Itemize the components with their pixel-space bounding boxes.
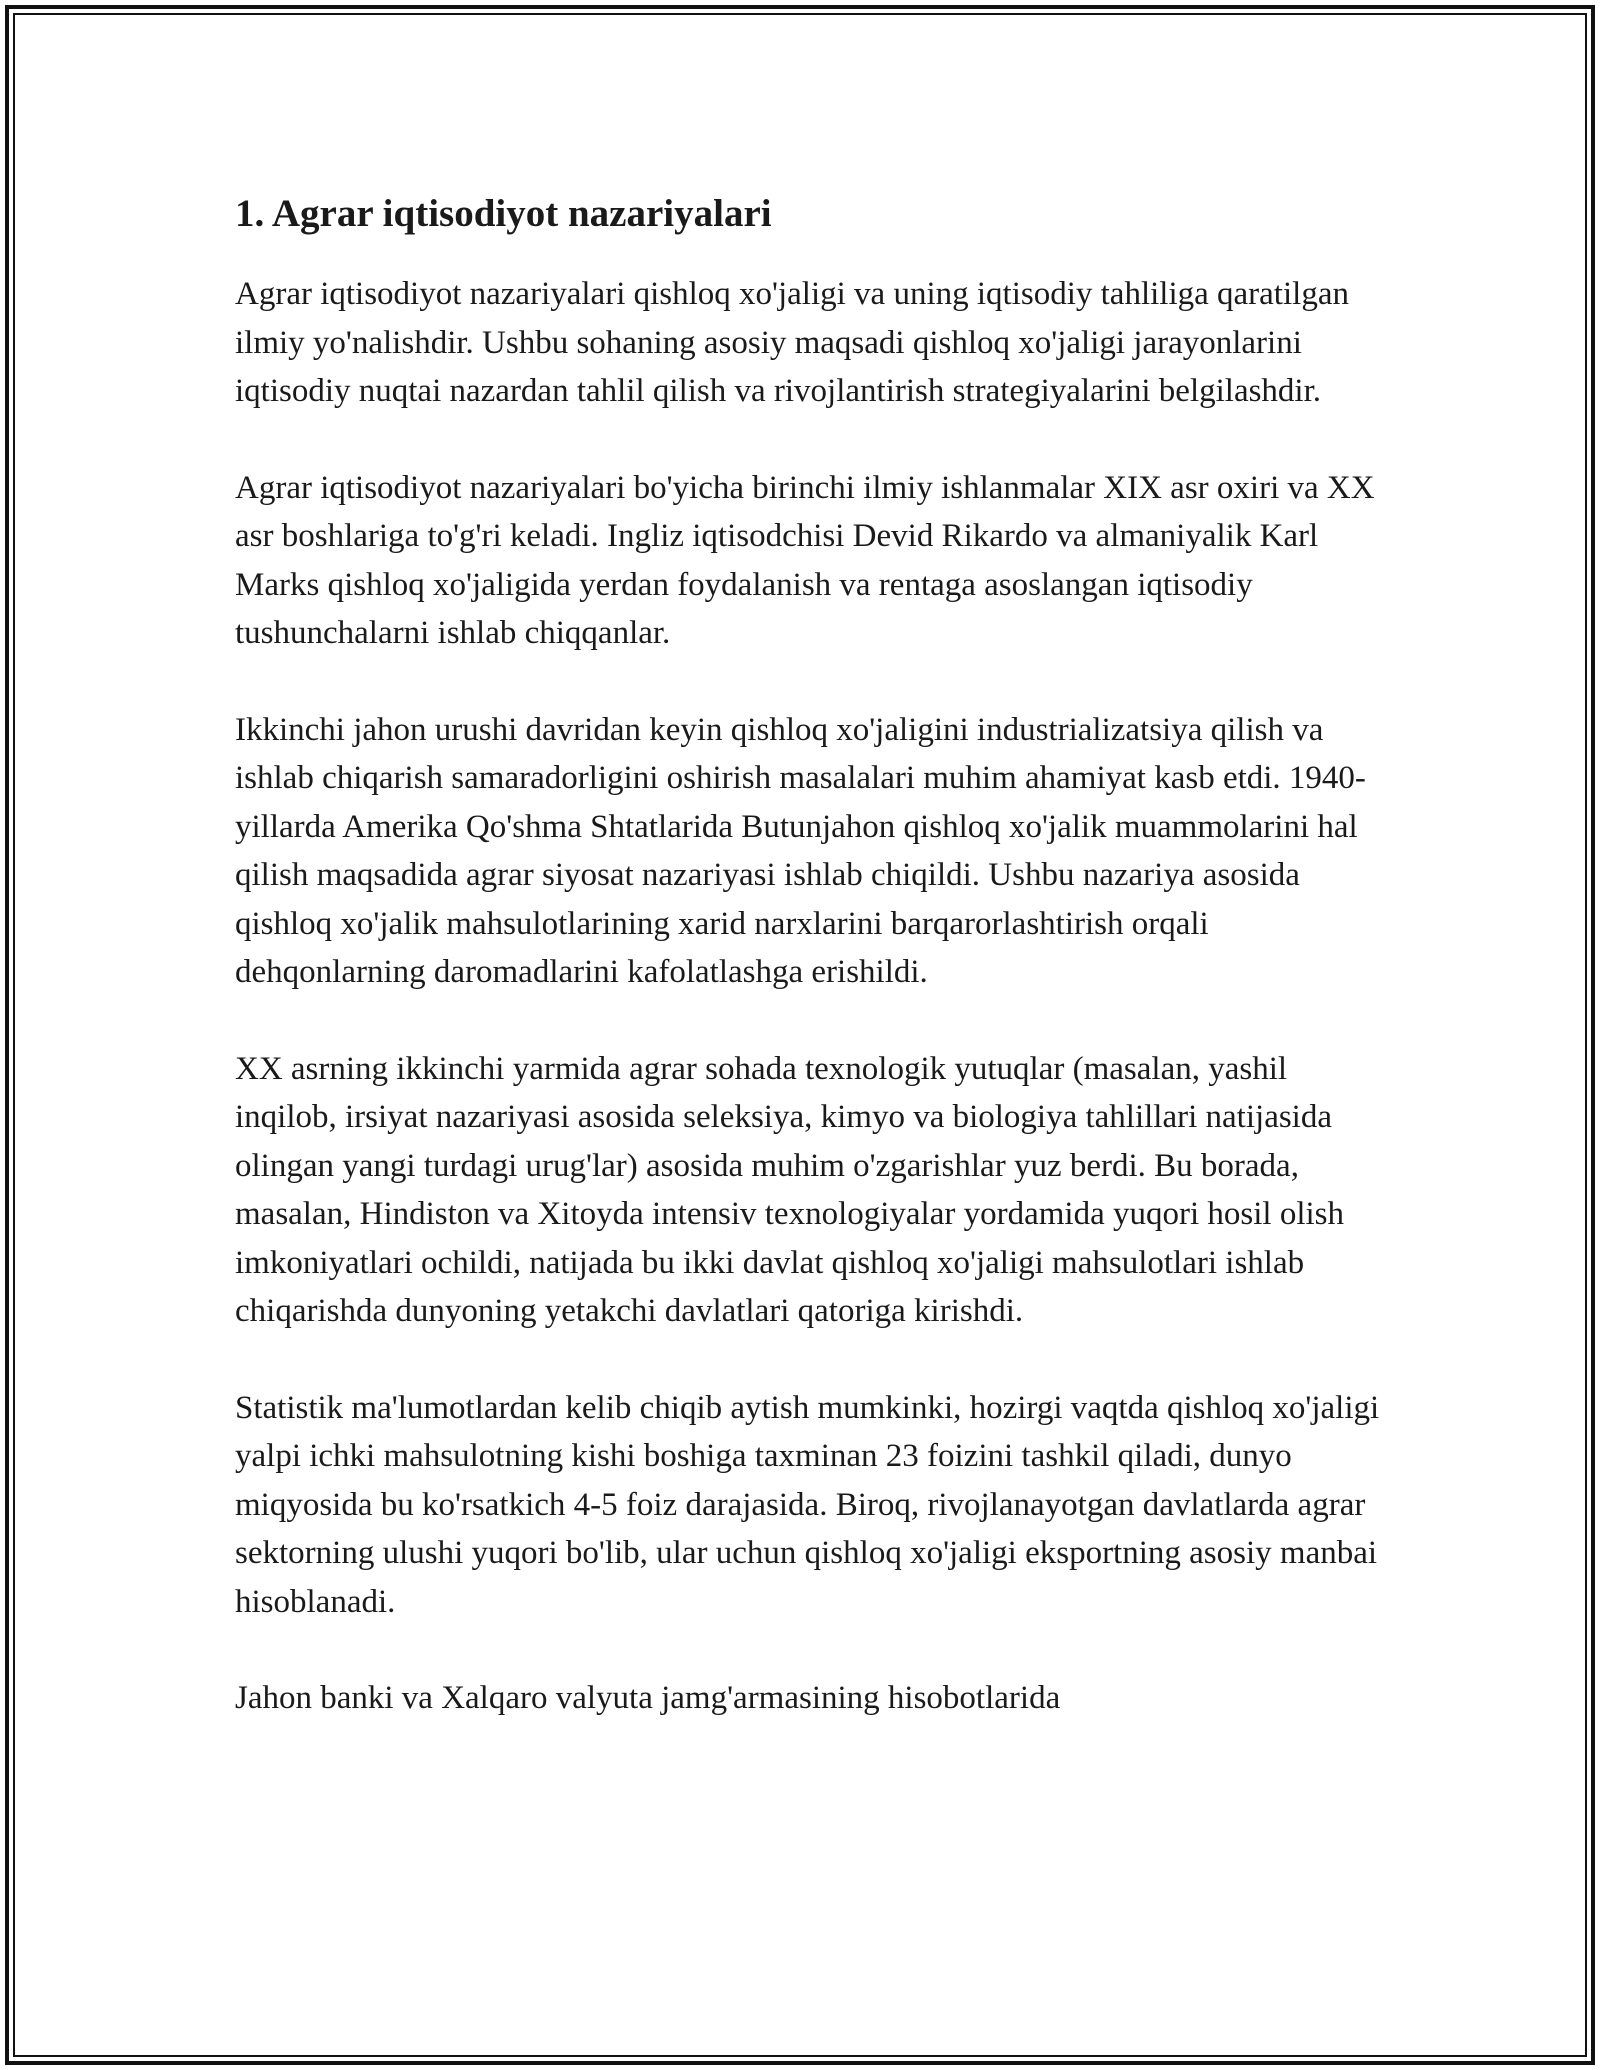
paragraph-history: Agrar iqtisodiyot nazariyalari bo'yicha birinchi ilmiy ishlanmalar XIX asr oxiri va XX asr boshlariga to'g'ri keladi. Ingliz iqtisodchisi Devid Rikardo va almaniyalik Karl Marks qishloq xo'jaligida yerdan foydalanish va rentaga asoslangan iqtisodiy tushunchalarni ishlab chiqqanlar. [235,469,1375,651]
section-heading: 1. Agrar iqtisodiyot nazariyalari [235,192,772,235]
paragraph-industrialization: Ikkinchi jahon urushi davridan keyin qishloq xo'jaligini industrializatsiya qilish va ishlab chiqarish samaradorligini oshirish masalalari muhim ahamiyat kasb etdi. 1940-yillarda Amerika Qo'shma Shtatlarida Butunjahon qishloq xo'jalik muammolarini hal qilish maqsadida agrar siyosat nazariyasi ishlab chiqildi. Ushbu nazariya asosida qishloq xo'jalik mahsulotlarining xarid narxlarini barqarorlashtirish orqali dehqonlarning daromadlarini kafolatlashga erishildi. [235,711,1366,990]
document-body [235,186,1385,1723]
paragraph-technology: XX asrning ikkinchi yarmida agrar sohada texnologik yutuqlar (masalan, yashil inqilob, irsiyat nazariyasi asosida seleksiya, kimyo va biologiya tahlillari natijasida olingan yangi turdagi urug'lar) asosida muhim o'zgarishlar yuz berdi. Bu borada, masalan, Hindiston va Xitoyda intensiv texnologiyalar yordamida yuqori hosil olish imkoniyatlari ochildi, natijada bu ikki davlat qishloq xo'jaligi mahsulotlari ishlab chiqarishda dunyoning yetakchi davlatlari qatoriga kirishdi. [235,1050,1344,1329]
paragraph-intro: Agrar iqtisodiyot nazariyalari qishloq xo'jaligi va uning iqtisodiy tahliliga qaratilgan ilmiy yo'nalishdir. Ushbu sohaning asosiy maqsadi qishloq xo'jaligi jarayonlarini iqtisodiy nuqtai nazardan tahlil qilish va rivojlantirish strategiyalarini belgilashdir. [235,276,1349,409]
paragraph-reports: Jahon banki va Xalqaro valyuta jamg'armasining hisobotlarida [235,1680,1061,1716]
paragraph-statistics: Statistik ma'lumotlardan kelib chiqib aytish mumkinki, hozirgi vaqtda qishloq xo'jaligi yalpi ichki mahsulotning kishi boshiga taxminan 23 foizini tashkil qiladi, dunyo miqyosida bu ko'rsatkich 4-5 foiz darajasida. Biroq, rivojlanayotgan davlatlarda agrar sektorning ulushi yuqori bo'lib, ular uchun qishloq xo'jaligi eksportning asosiy manbai hisoblanadi. [235,1389,1380,1620]
